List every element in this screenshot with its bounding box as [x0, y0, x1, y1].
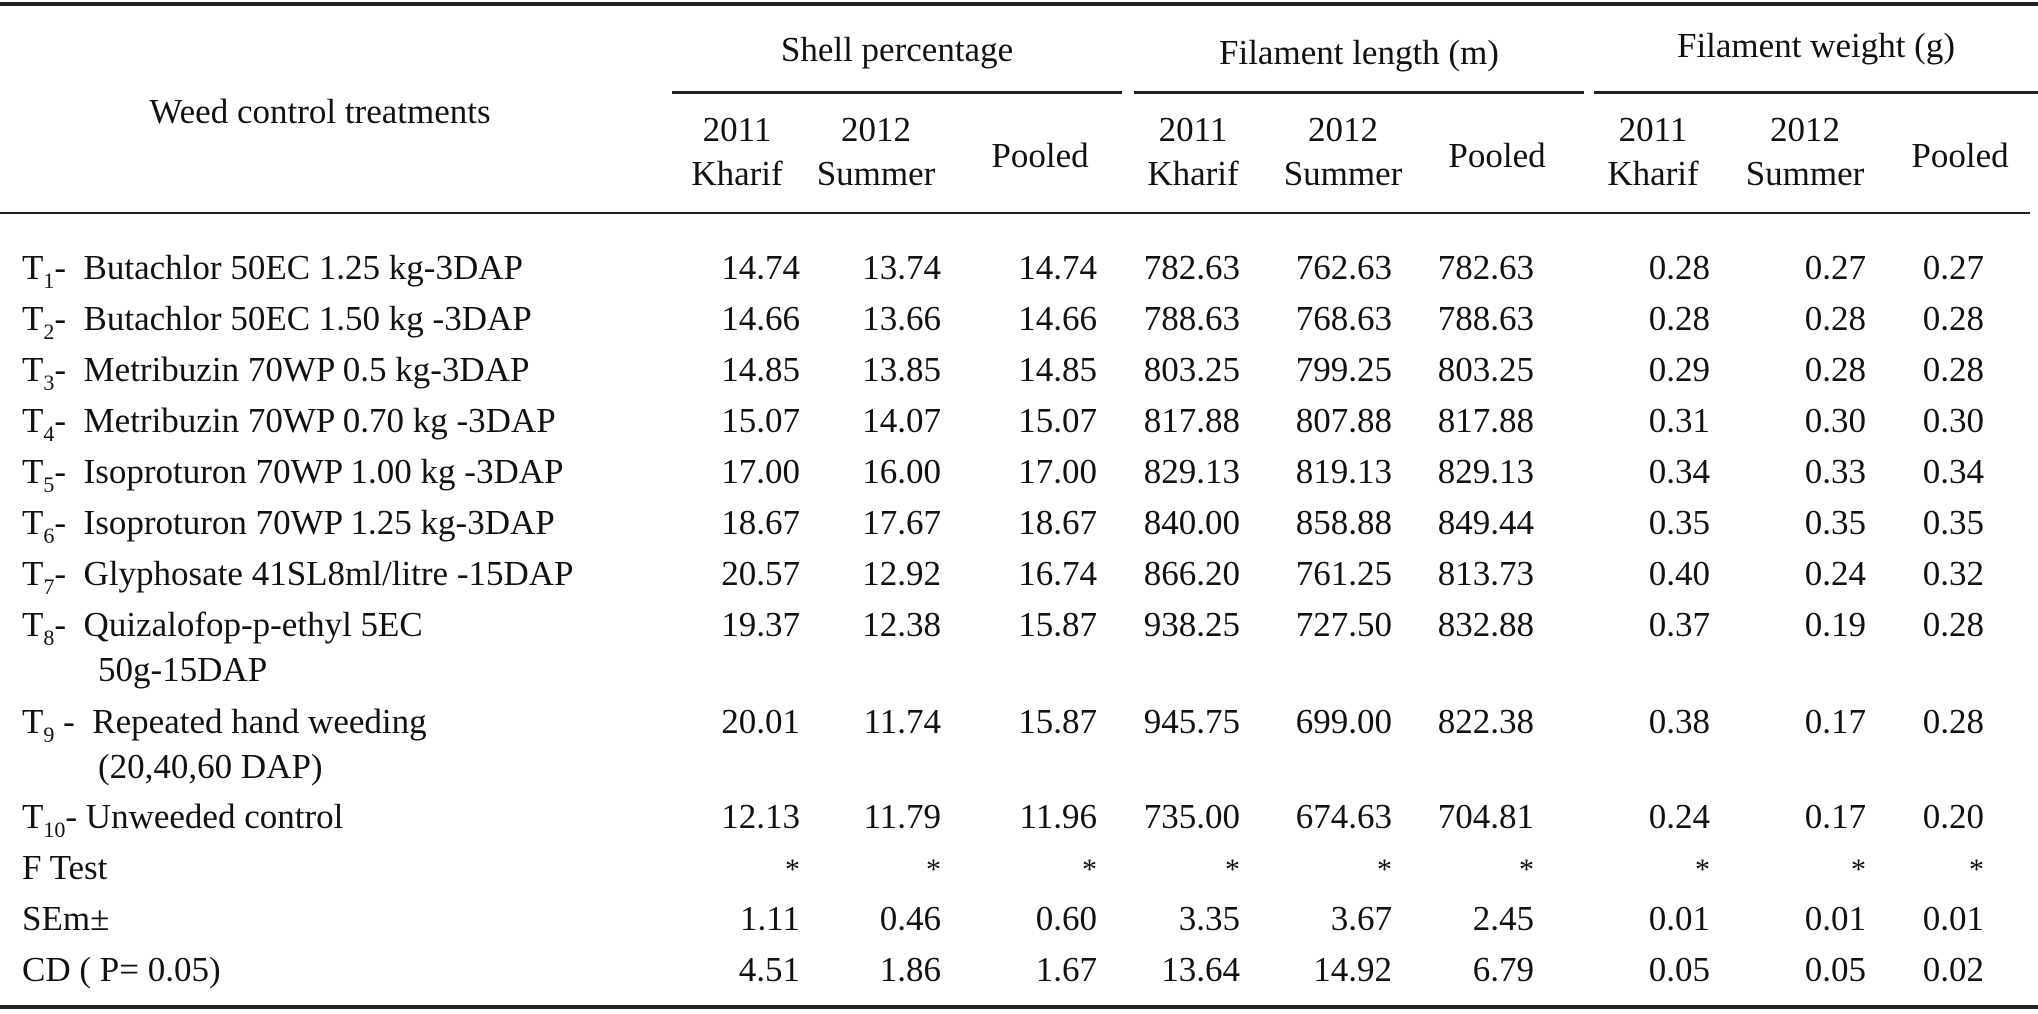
subheader-col-6: Pooled [1448, 136, 1546, 175]
treatment-subscript: 10 [43, 817, 66, 842]
subheader-season: Summer [1745, 154, 1865, 193]
stat-cell: * [926, 853, 941, 886]
table-cell: 807.88 [1295, 401, 1392, 440]
table-cell: 17.00 [721, 452, 800, 491]
table-cell: 0.20 [1922, 797, 1984, 836]
treatment-separator: - [54, 401, 84, 440]
table-cell: 15.87 [1018, 605, 1097, 644]
table-cell: 11.96 [1019, 797, 1097, 836]
treatment-separator: - [54, 248, 84, 287]
treatment-name: Butachlor 50EC 1.50 kg -3DAP [83, 299, 532, 338]
stat-cell: 0.46 [879, 899, 941, 938]
treatment-code: T [22, 554, 44, 593]
treatment-separator: - [54, 554, 84, 593]
stat-cell: 3.35 [1178, 899, 1240, 938]
table-cell: 735.00 [1143, 797, 1240, 836]
subheader-year: 2012 [1770, 110, 1840, 149]
stat-cell: 13.64 [1161, 950, 1240, 989]
table-cell: 840.00 [1143, 503, 1240, 542]
treatment-name: Isoproturon 70WP 1.25 kg-3DAP [83, 503, 555, 542]
treatment-name: Metribuzin 70WP 0.70 kg -3DAP [83, 401, 556, 440]
treatment-subscript: 6 [43, 523, 55, 548]
treatment-name: Metribuzin 70WP 0.5 kg-3DAP [83, 350, 530, 389]
table-cell: 0.27 [1804, 248, 1866, 287]
treatment-code: T [22, 702, 44, 741]
table-cell: 0.28 [1922, 350, 1984, 389]
table-cell: 829.13 [1143, 452, 1240, 491]
stat-cell: 0.01 [1922, 899, 1984, 938]
table-cell: 849.44 [1437, 503, 1534, 542]
stat-cell: * [1082, 853, 1097, 886]
treatment-name: Repeated hand weeding [92, 702, 427, 741]
stat-cell: 0.01 [1648, 899, 1710, 938]
table-cell: 788.63 [1437, 299, 1534, 338]
table-cell: 0.33 [1804, 452, 1866, 491]
treatment-subscript: 9 [43, 722, 55, 747]
stat-cell: * [1969, 853, 1984, 886]
subheader-season: Kharif [1147, 154, 1239, 193]
table-cell: 829.13 [1437, 452, 1534, 491]
table-cell: 0.38 [1648, 702, 1710, 741]
subheader-year: 2011 [1618, 110, 1688, 149]
table-cell: 0.24 [1648, 797, 1710, 836]
treatment-code: T [22, 248, 44, 287]
table-cell: 0.28 [1648, 299, 1710, 338]
treatment-name: Butachlor 50EC 1.25 kg-3DAP [83, 248, 523, 287]
table-cell: 13.66 [862, 299, 941, 338]
stat-cell: 0.05 [1648, 950, 1710, 989]
stat-label: F Test [22, 848, 108, 887]
table-cell: 14.66 [721, 299, 800, 338]
table-cell: 18.67 [721, 503, 800, 542]
table-cell: 0.40 [1648, 554, 1710, 593]
stat-cell: * [1519, 853, 1534, 886]
treatment-label [22, 248, 523, 292]
table-cell: 866.20 [1143, 554, 1240, 593]
table-cell: 0.32 [1922, 554, 1984, 593]
table-cell: 0.35 [1922, 503, 1984, 542]
table-cell: 0.37 [1648, 605, 1710, 644]
table-cell: 0.27 [1922, 248, 1984, 287]
table-cell: 768.63 [1295, 299, 1392, 338]
group-header-weight: Filament weight (g) [1676, 26, 1955, 65]
table-cell: 858.88 [1295, 503, 1392, 542]
treatment-code: T [22, 797, 44, 836]
top-rule [0, 2, 2038, 6]
table-cell: 0.30 [1804, 401, 1866, 440]
table-cell: 0.28 [1922, 605, 1984, 644]
treatment-label [22, 702, 427, 746]
treatment-separator: - [54, 605, 84, 644]
table-cell: 12.38 [862, 605, 941, 644]
table-cell: 813.73 [1437, 554, 1534, 593]
table-cell: 20.01 [721, 702, 800, 741]
table-cell: 0.28 [1648, 248, 1710, 287]
table-cell: 0.35 [1648, 503, 1710, 542]
table-cell: 819.13 [1295, 452, 1392, 491]
subheader-col-3: Pooled [991, 136, 1089, 175]
table-cell: 11.74 [863, 702, 941, 741]
treatment-subscript: 3 [43, 370, 55, 395]
treatment-separator: - [54, 702, 93, 741]
subheader-season: Summer [816, 154, 936, 193]
table-cell: 782.63 [1437, 248, 1534, 287]
header-rule [0, 212, 2030, 214]
treatment-label [22, 401, 556, 445]
table-cell: 822.38 [1437, 702, 1534, 741]
treatment-separator: - [54, 299, 84, 338]
table-cell: 817.88 [1143, 401, 1240, 440]
group-rule-shell [672, 91, 1122, 94]
group-header-shell: Shell percentage [780, 30, 1014, 69]
table-cell: 0.24 [1804, 554, 1866, 593]
group-header-length: Filament length (m) [1219, 33, 1499, 72]
treatment-code: T [22, 350, 44, 389]
table-cell: 945.75 [1143, 702, 1240, 741]
table-cell: 17.67 [862, 503, 941, 542]
table-cell: 19.37 [721, 605, 800, 644]
stat-cell: * [1225, 853, 1240, 886]
table-cell: 14.66 [1018, 299, 1097, 338]
treatment-header: Weed control treatments [149, 92, 491, 131]
table-cell: 803.25 [1143, 350, 1240, 389]
table-cell: 17.00 [1018, 452, 1097, 491]
stat-cell: 0.05 [1804, 950, 1866, 989]
table-cell: 0.28 [1922, 299, 1984, 338]
stat-cell: 1.67 [1035, 950, 1097, 989]
table-cell: 0.30 [1922, 401, 1984, 440]
stat-label: CD ( P= 0.05) [22, 950, 221, 989]
bottom-rule [0, 1005, 2038, 1009]
treatment-label [22, 503, 555, 547]
table-cell: 727.50 [1295, 605, 1392, 644]
treatment-label [22, 350, 529, 394]
group-rule-length [1134, 91, 1584, 94]
treatment-subscript: 7 [43, 574, 55, 599]
treatment-name-continued: (20,40,60 DAP) [98, 747, 323, 786]
table-cell: 14.85 [721, 350, 800, 389]
treatment-code: T [22, 452, 44, 491]
table-cell: 761.25 [1295, 554, 1392, 593]
stat-cell: * [1851, 853, 1866, 886]
table-cell: 0.19 [1804, 605, 1866, 644]
stat-cell: 1.11 [740, 899, 800, 938]
stat-cell: 2.45 [1472, 899, 1534, 938]
table-cell: 12.92 [862, 554, 941, 593]
table-cell: 938.25 [1143, 605, 1240, 644]
treatment-label [22, 797, 343, 841]
subheader-col-2 [781, 108, 971, 196]
treatment-code: T [22, 299, 44, 338]
table-cell: 16.74 [1018, 554, 1097, 593]
table-cell: 0.29 [1648, 350, 1710, 389]
treatment-code: T [22, 503, 44, 542]
table-cell: 803.25 [1437, 350, 1534, 389]
table-cell: 18.67 [1018, 503, 1097, 542]
group-rule-weight [1594, 91, 2038, 94]
table-cell: 0.17 [1804, 702, 1866, 741]
table-cell: 14.07 [862, 401, 941, 440]
treatment-name-continued: 50g-15DAP [98, 650, 268, 689]
stat-cell: 0.01 [1804, 899, 1866, 938]
subheader-year: 2012 [841, 110, 911, 149]
subheader-season: Kharif [1607, 154, 1699, 193]
table-cell: 0.35 [1804, 503, 1866, 542]
treatment-subscript: 4 [43, 421, 55, 446]
subheader-season: Kharif [691, 154, 783, 193]
treatment-separator: - [54, 503, 84, 542]
table-cell: 762.63 [1295, 248, 1392, 287]
table-cell: 817.88 [1437, 401, 1534, 440]
treatment-name: Glyphosate 41SL8ml/litre -15DAP [83, 554, 574, 593]
table-cell: 0.34 [1922, 452, 1984, 491]
table-cell: 15.07 [1018, 401, 1097, 440]
treatment-name: Unweeded control [85, 797, 344, 836]
table-cell: 704.81 [1437, 797, 1534, 836]
treatment-separator: - [65, 797, 86, 836]
treatment-label [22, 605, 423, 649]
table-cell: 674.63 [1295, 797, 1392, 836]
stat-cell: * [1377, 853, 1392, 886]
table-cell: 0.28 [1804, 350, 1866, 389]
stat-cell: 4.51 [738, 950, 800, 989]
treatment-label [22, 299, 532, 343]
treatment-subscript: 1 [43, 268, 55, 293]
treatment-separator: - [54, 350, 84, 389]
treatment-subscript: 8 [43, 625, 55, 650]
treatment-name: Quizalofop-p-ethyl 5EC [83, 605, 423, 644]
table-cell: 14.74 [1018, 248, 1097, 287]
treatment-code: T [22, 605, 44, 644]
table-cell: 0.28 [1804, 299, 1866, 338]
treatment-name: Isoproturon 70WP 1.00 kg -3DAP [83, 452, 564, 491]
subheader-year: 2011 [702, 110, 772, 149]
table-cell: 14.74 [721, 248, 800, 287]
table-cell: 832.88 [1437, 605, 1534, 644]
table-cell: 11.79 [863, 797, 941, 836]
table-cell: 0.28 [1922, 702, 1984, 741]
subheader-col-9: Pooled [1911, 136, 2009, 175]
stat-cell: 0.60 [1035, 899, 1097, 938]
table-cell: 13.85 [862, 350, 941, 389]
stat-cell: * [785, 853, 800, 886]
table-cell: 0.34 [1648, 452, 1710, 491]
table-cell: 14.85 [1018, 350, 1097, 389]
table-cell: 20.57 [721, 554, 800, 593]
stat-cell: 3.67 [1330, 899, 1392, 938]
treatment-label [22, 554, 574, 598]
table-cell: 15.87 [1018, 702, 1097, 741]
table-cell: 16.00 [862, 452, 941, 491]
treatment-subscript: 2 [43, 319, 55, 344]
table-cell: 788.63 [1143, 299, 1240, 338]
stat-cell: 0.02 [1922, 950, 1984, 989]
treatment-subscript: 5 [43, 472, 55, 497]
subheader-season: Summer [1283, 154, 1403, 193]
stat-cell: 6.79 [1472, 950, 1534, 989]
subheader-year: 2011 [1158, 110, 1228, 149]
table-cell: 782.63 [1143, 248, 1240, 287]
stat-cell: 1.86 [879, 950, 941, 989]
table-cell: 0.31 [1648, 401, 1710, 440]
stat-cell: * [1695, 853, 1710, 886]
treatment-label [22, 452, 563, 496]
table-cell: 15.07 [721, 401, 800, 440]
stat-cell: 14.92 [1313, 950, 1392, 989]
table-cell: 799.25 [1295, 350, 1392, 389]
table-cell: 13.74 [862, 248, 941, 287]
table-cell: 699.00 [1295, 702, 1392, 741]
treatment-code: T [22, 401, 44, 440]
treatment-separator: - [54, 452, 84, 491]
subheader-year: 2012 [1308, 110, 1378, 149]
table-cell: 12.13 [721, 797, 800, 836]
stat-label: SEm± [22, 899, 110, 938]
table-cell: 0.17 [1804, 797, 1866, 836]
